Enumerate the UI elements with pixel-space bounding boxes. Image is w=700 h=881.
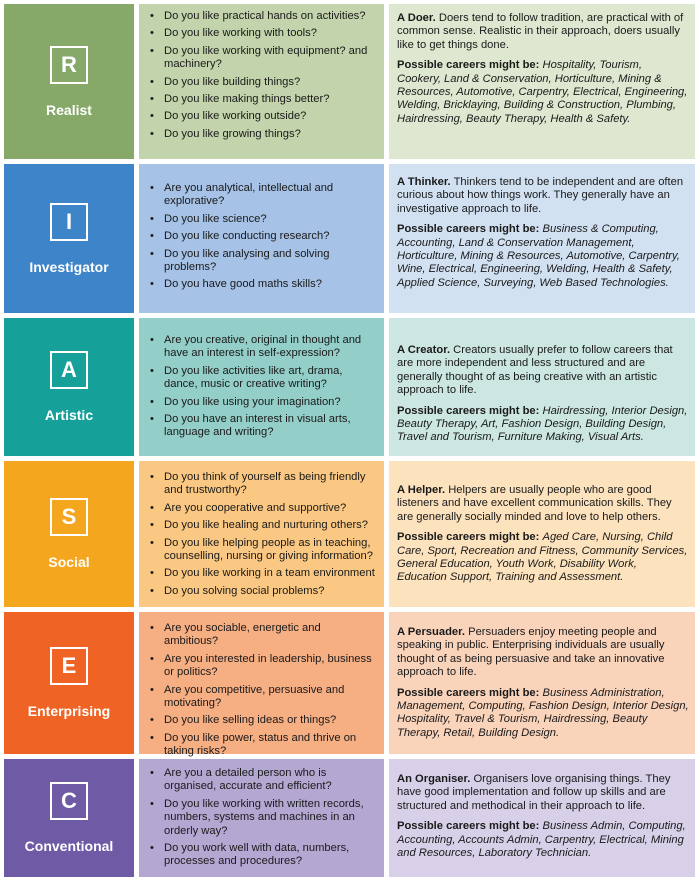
type-cell [4,612,134,754]
type-cell [4,164,134,313]
description-cell [389,4,695,159]
row-artistic [0,318,700,456]
careers-label: Possible careers might be: [397,820,540,833]
question-item: • Do you like growing things? [149,128,376,141]
question-list [139,612,384,759]
row-conventional [0,759,700,877]
type-letter: C [50,782,88,820]
questions-cell [139,4,384,159]
question-item: • Do you like practical hands on activities? [149,10,376,23]
description-cell [389,461,695,607]
role-description: Creators usually prefer to follow careers that are more independent and less structured and are generally thought of as being creative with an artistic approach to life. [397,344,673,397]
role-title: A Helper. [397,484,446,496]
questions-cell [139,612,384,758]
description-cell [389,759,695,877]
questions-cell [139,461,384,607]
type-cell [4,4,134,159]
question-item: • Do you like building things? [149,76,376,89]
question-item: • Do you have an interest in visual arts, language and writing? [149,413,376,440]
question-item: • Do you like using your imagination? [149,396,376,409]
careers-list: Business & Computing, Accounting, Land & Conservation Management, Horticulture, Mining & Resources, Automotive, Carpentry, Wine, Electrical, Engineering, Welding, Health & Safety, Applied Science, Surveying, Web Based Technologies. [397,223,680,289]
question-item: • Are you interested in leadership, business or politics? [149,653,376,680]
question-item: • Are you cooperative and supportive? [149,502,376,515]
careers-list: Aged Care, Nursing, Child Care, Sport, Recreation and Fitness, Community Services, General Education, Youth Work, Disability Work, Education Support, Training and Assessment. [397,531,688,584]
careers-list: Hairdressing, Interior Design, Beauty Therapy, Art, Fashion Design, Building Design, Travel and Tourism, Furniture Making, Visual Arts. [397,404,688,444]
careers-label: Possible careers might be: [397,59,540,72]
question-item: • Are you creative, original in thought and have an interest in self-expression? [149,334,376,361]
question-item: • Do you like science? [149,213,376,226]
careers-list: Business Administration, Management, Computing, Fashion Design, Interior Design, Hospitality, Travel & Tourism, Hairdressing, Beauty Therapy, Retail, Building Design. [397,686,689,739]
question-item: • Are you sociable, energetic and ambitious? [149,622,376,649]
type-name: Enterprising [27,703,111,719]
question-item: • Do you work well with data, numbers, processes and procedures? [149,842,376,869]
description-cell [389,164,695,313]
question-item: • Do you like working with tools? [149,27,376,40]
careers-list: Business Admin, Computing, Accounting, Accounts Admin, Carpentry, Electrical, Mining and Resources, Laboratory Technician. [397,820,686,860]
role-description: Doers tend to follow tradition, are practical with of common sense. Realistic in their approach, doers usually like to get things done. [397,12,684,51]
row-realist [0,4,700,159]
role-description: Thinkers tend to be independent and are often curious about how things work. They generally have an investigative approach to life. [397,176,684,215]
question-item: • Do you have good maths skills? [149,278,376,291]
role-description: Helpers are usually people who are good listeners and have excellent communication skills. They are generally socially minded and love to help others. [397,484,672,523]
type-cell [4,318,134,456]
question-item: • Do you like making things better? [149,93,376,106]
role-title: A Thinker. [397,176,451,188]
question-list [139,461,384,598]
question-item: • Are you analytical, intellectual and explorative? [149,182,376,209]
type-letter: I [50,203,88,241]
questions-cell [139,759,384,877]
type-letter: E [50,647,88,685]
role-title: A Persuader. [397,626,465,638]
question-item: • Do you like selling ideas or things? [149,714,376,727]
type-name: Realist [46,101,92,118]
question-item: • Do you like analysing and solving problems? [149,248,376,275]
question-item: • Do you think of yourself as being friendly and trustworthy? [149,471,376,498]
question-item: • Do you like healing and nurturing others? [149,519,376,532]
type-cell [4,461,134,607]
question-item: • Do you like helping people as in teaching, counselling, nursing or giving information? [149,537,376,564]
question-list [139,759,384,869]
type-letter: S [50,498,88,536]
role-title: A Creator. [397,344,451,356]
question-item: • Do you like conducting research? [149,230,376,243]
description-cell [389,318,695,456]
role-description: Persuaders enjoy meeting people and speaking in public. Enterprising individuals are usually thought of as being persuasive and take an innovative approach to life. [397,626,665,679]
question-item: • Do you like power, status and thrive on taking risks? [149,732,376,759]
row-social [0,461,700,607]
question-item: • Are you competitive, persuasive and motivating? [149,684,376,711]
type-name: Artistic [44,407,94,423]
role-title: An Organiser. [397,773,471,785]
question-item: • Are you a detailed person who is organised, accurate and efficient? [149,767,376,794]
careers-label: Possible careers might be: [397,686,540,699]
row-enterprising [0,612,700,758]
careers-label: Possible careers might be: [397,531,540,544]
careers-list: Hospitality, Tourism, Cookery, Land & Conservation, Horticulture, Mining & Resources, Automotive, Carpentry, Electrical, Engineering, Welding, Bricklaying, Building & Construction, Plumbing, Hairdressing, Beauty Therapy, Health & Safety. [397,59,688,125]
role-title: A Doer. [397,12,436,24]
careers-label: Possible careers might be: [397,404,540,417]
row-investigator [0,164,700,313]
question-list [139,318,384,440]
description-cell [389,612,695,754]
type-cell [4,759,134,877]
type-letter: R [50,46,88,84]
questions-cell [139,318,384,456]
questions-cell [139,164,384,313]
type-name: Social [48,554,90,570]
question-list [139,164,384,292]
question-item: • Do you solving social problems? [149,585,376,598]
question-item: • Do you like working in a team environment [149,567,376,580]
question-item: • Do you like activities like art, drama, dance, music or creative writing? [149,365,376,392]
type-name: Investigator [29,258,109,275]
role-description: Organisers love organising things. They have good implementation and follow up skills and are structured and methodical in their approach to life. [397,773,671,812]
question-item: • Do you like working with written records, numbers, systems and machines in an orderly way? [149,798,376,838]
question-item: • Do you like working outside? [149,110,376,123]
question-list [139,4,384,141]
question-item: • Do you like working with equipment? and machinery? [149,45,376,72]
type-name: Conventional [24,838,114,854]
type-letter: A [50,351,88,389]
careers-label: Possible careers might be: [397,223,540,236]
